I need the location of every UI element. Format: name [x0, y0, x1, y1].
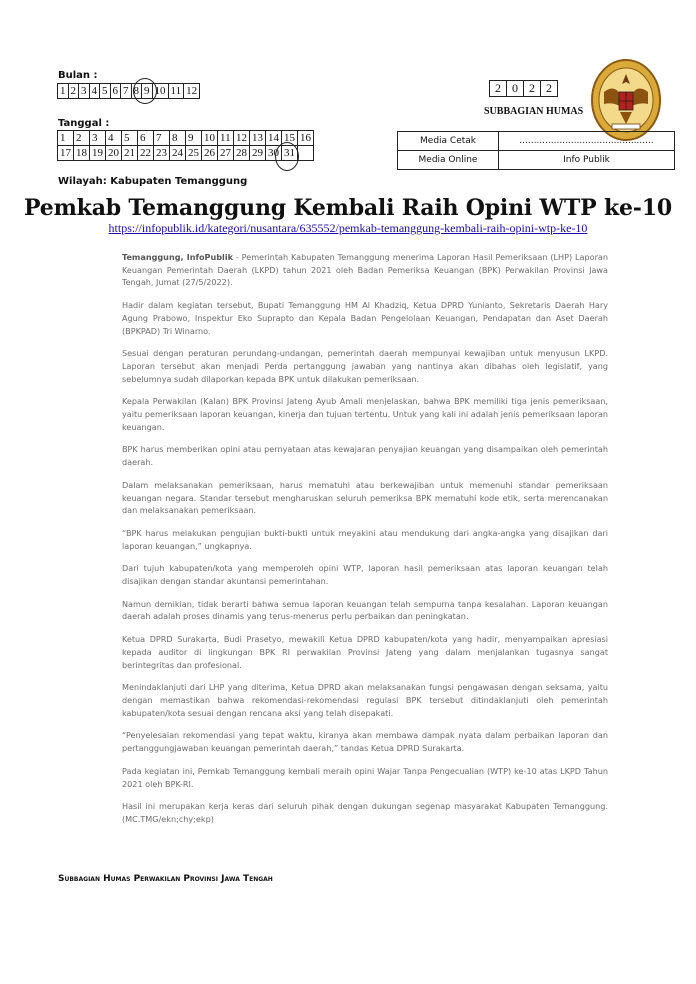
grid-cell: 25: [186, 146, 202, 161]
grid-cell: 7: [121, 84, 132, 99]
lead-paragraph: [122, 251, 608, 289]
article-title: Pemkab Temanggung Kembali Raih Opini WTP ke-10: [24, 195, 672, 221]
grid-cell: 17: [58, 146, 74, 161]
grid-cell: 1: [58, 84, 69, 99]
grid-cell: 4: [106, 131, 122, 146]
article-paragraph: Ketua DPRD Surakarta, Budi Prasetyo, mewakili Ketua DPRD kabupaten/kota yang hadir, menyampaikan apresiasi kepada auditor di lingkungan BPK RI perwakilan Provinsi Jateng yang dalam menjalankan tugasnya sangat berintegritas dan profesional.: [122, 634, 608, 670]
lead-text: - Pemerintah Kabupaten Temanggung menerima Laporan Hasil Pemeriksaan (LHP) Laporan Keuangan Pemerintah Daerah (LKPD) tahun 2021 oleh Badan Pemeriksa Keuangan (BPK) Perwakilan Provinsi Jawa Tengah, Jumat (27/5/2022).: [122, 252, 608, 288]
article-paragraph: Menindaklanjuti dari LHP yang diterima, Ketua DPRD akan melaksanakan fungsi pengawasan dengan seksama, yaitu dengan memastikan bahwa rekomendasi-rekomendasi regulasi BPK tersebut ditindaklanjuti oleh pemerintah kabupaten/kota sesuai dengan rencana aksi yang telah disepakati.: [122, 682, 608, 718]
grid-cell: 6: [110, 84, 121, 99]
article-body: [122, 251, 608, 836]
grid-cell: 3: [90, 131, 106, 146]
grid-cell: 7: [154, 131, 170, 146]
wilayah-label: Wilayah: Kabupaten Temanggung: [58, 176, 248, 187]
dept-name: SUBBAGIAN HUMAS: [484, 106, 584, 117]
grid-cell: 3: [79, 84, 90, 99]
grid-cell: 6: [138, 131, 154, 146]
grid-cell: 2: [68, 84, 79, 99]
footer-label: Subbagian Humas Perwakilan Provinsi Jawa Tengah: [58, 874, 273, 884]
grid-cell: 0: [507, 81, 524, 97]
article-paragraph: Hadir dalam kegiatan tersebut, Bupati Temanggung HM Al Khadziq, Ketua DPRD Yunianto, Sekretaris Daerah Hary Agung Prabowo, Inspektur Eko Suprapto dan Kepala Badan Pengelolaan Keuangan, Pendapatan dan Aset Daerah (BPKPAD) Tri Winarno.: [122, 300, 608, 336]
article-paragraph: “BPK harus melakukan pengujian bukti-bukti untuk meyakini atau mendukung dari angka-angka yang disajikan dari laporan keuangan,” ungkapnya.: [122, 527, 608, 551]
grid-cell: 9: [142, 84, 153, 99]
article-paragraph: Dalam melaksanakan pemeriksaan, harus mematuhi atau berkewajiban untuk memenuhi standar pemeriksaan keuangan negara. Standar tersebut mengharuskan seluruh pemeriksa BPK mematuhi kode etik, serta merencanakan dan melaksanakan pemeriksaan.: [122, 479, 608, 516]
grid-cell: 29: [250, 146, 266, 161]
month-grid: [57, 83, 200, 99]
grid-cell: 19: [90, 146, 106, 161]
grid-cell: 28: [234, 146, 250, 161]
grid-cell: 26: [202, 146, 218, 161]
grid-cell: 2: [541, 81, 558, 97]
selected-month-circle: [133, 78, 157, 104]
year-boxes: [489, 80, 558, 97]
article-paragraph: Dari tujuh kabupaten/kota yang memperoleh opini WTP, laporan hasil pemeriksaan atas laporan keuangan telah disajikan dengan standar akuntansi pemerintahan.: [122, 563, 608, 587]
grid-cell: 22: [138, 146, 154, 161]
grid-cell: 5: [100, 84, 111, 99]
lead-dateline: Temanggung, InfoPublik: [122, 252, 233, 262]
grid-cell: 16: [298, 131, 314, 146]
grid-cell: 14: [266, 131, 282, 146]
grid-cell: [298, 146, 314, 161]
grid-cell: 11: [218, 131, 234, 146]
article-paragraph: BPK harus memberikan opini atau pernyataan atas kewajaran penyajian keuangan yang disampaikan oleh pemerintah daerah.: [122, 444, 608, 468]
grid-cell: 30: [266, 146, 282, 161]
grid-cell: 10: [202, 131, 218, 146]
article-url[interactable]: https://infopublik.id/kategori/nusantara/635552/pemkab-temanggung-kembali-raih-opini-wtp-ke-10: [108, 221, 588, 235]
grid-cell: 12: [184, 84, 200, 99]
grid-cell: 11: [168, 84, 184, 99]
grid-cell: 4: [89, 84, 100, 99]
grid-cell: 1: [58, 131, 74, 146]
article-paragraph: Pada kegiatan ini, Pemkab Temanggung kembali meraih opini Wajar Tanpa Pengecualian (WTP) ke-10 atas LKPD Tahun 2021 oleh BPK-RI.: [122, 765, 608, 789]
grid-cell: 20: [106, 146, 122, 161]
grid-cell: 2: [490, 81, 507, 97]
grid-cell: 15: [282, 131, 298, 146]
grid-cell: 10: [152, 84, 168, 99]
article-paragraph: Namun demikian, tidak berarti bahwa semua laporan keuangan telah sempurna tanpa kesalahan. Laporan keuangan daerah adalah proses dinamis yang terus-menerus perlu perbaikan dan peningkatan.: [122, 598, 608, 622]
tanggal-label: Tanggal :: [58, 118, 110, 129]
grid-cell: 8: [131, 84, 142, 99]
media-row: [398, 132, 675, 151]
grid-cell: 31: [282, 146, 298, 161]
article-paragraph: Kepala Perwakilan (Kalan) BPK Provinsi Jateng Ayub Amali menjelaskan, bahwa BPK memiliki tiga jenis pemeriksaan, yaitu pemeriksaan laporan keuangan, kinerja dan tujuan tertentu. Untuk yang kali ini adalah jenis pemeriksaan laporan keuangan.: [122, 396, 608, 432]
grid-cell: 18: [74, 146, 90, 161]
grid-cell: 5: [122, 131, 138, 146]
media-table: [397, 131, 675, 170]
grid-cell: 24: [170, 146, 186, 161]
grid-cell: 2: [74, 131, 90, 146]
media-online-value: Info Publik: [499, 151, 675, 170]
selected-day-circle: [275, 142, 299, 171]
grid-cell: 2: [524, 81, 541, 97]
article-paragraph: Hasil ini merupakan kerja keras dari seluruh pihak dengan dukungan segenap masyarakat Kabupaten Temanggung. (MC.TMG/ekn;chy;ekp): [122, 801, 608, 824]
grid-cell: 9: [186, 131, 202, 146]
grid-cell: 12: [234, 131, 250, 146]
grid-cell: 23: [154, 146, 170, 161]
media-online-label: Media Online: [398, 151, 499, 170]
media-row: [398, 151, 675, 170]
article-paragraph: “Penyelesaian rekomendasi yang tepat waktu, kiranya akan membawa dampak nyata dalam perbaikan laporan dan pertanggungjawaban keuangan pemerintah daerah,” tandas Ketua DPRD Surakarta.: [122, 730, 608, 754]
media-cetak-value: ...............................................: [499, 132, 675, 151]
garuda-emblem-icon: [590, 58, 662, 142]
grid-cell: 21: [122, 146, 138, 161]
bulan-label: Bulan :: [58, 70, 98, 81]
media-cetak-label: Media Cetak: [398, 132, 499, 151]
article-paragraph: Sesuai dengan peraturan perundang-undangan, pemerintah daerah mempunyai kewajiban untuk menyusun LKPD. Laporan tersebut akan menjadi Perda pertanggung jawaban yang nantinya akan dibahas oleh legislatif, yang sebelumnya sudah dilaporkan kepada BPK untuk dilakukan pemeriksaan.: [122, 348, 608, 384]
grid-cell: 27: [218, 146, 234, 161]
grid-cell: 8: [170, 131, 186, 146]
grid-cell: 13: [250, 131, 266, 146]
